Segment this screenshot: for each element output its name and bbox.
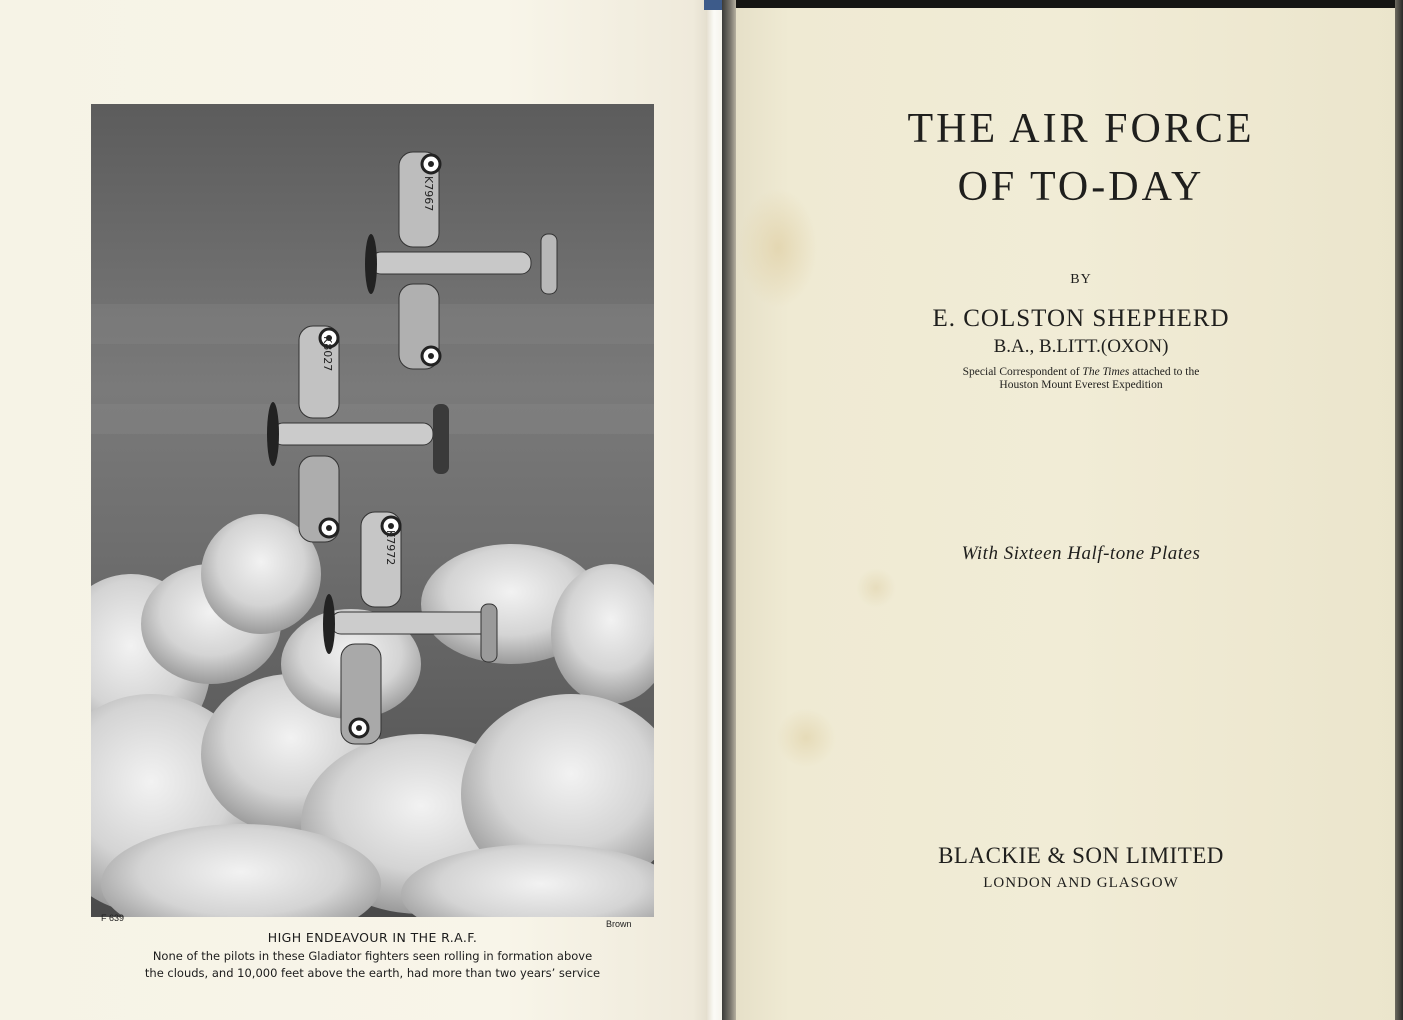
- aircraft-serial: K8027: [321, 336, 334, 372]
- plate-code: F 639: [101, 913, 125, 923]
- byline: BY: [1070, 272, 1092, 287]
- publisher-location: LONDON AND GLASGOW: [983, 875, 1179, 891]
- book-title: [736, 100, 1403, 216]
- photo-credit: Brown: [606, 919, 632, 929]
- paper-foxing: [776, 708, 836, 768]
- title-line: OF TO-DAY: [957, 164, 1205, 210]
- binding-shadow: [722, 0, 736, 1020]
- plates-note: With Sixteen Half-tone Plates: [961, 543, 1201, 564]
- publisher-name: BLACKIE & SON LIMITED: [938, 843, 1224, 868]
- caption-title: HIGH ENDEAVOUR IN THE R.A.F.: [267, 930, 478, 945]
- title-line: THE AIR FORCE: [907, 106, 1255, 152]
- caption-line: None of the pilots in these Gladiator fighters seen rolling in formation above: [152, 949, 593, 963]
- author-name: E. COLSTON SHEPHERD: [932, 305, 1230, 332]
- caption-line: the clouds, and 10,000 feet above the earth, had more than two years’ service: [144, 966, 601, 980]
- author-degrees: B.A., B.LITT.(OXON): [993, 336, 1169, 357]
- svg-text:K7967: K7967: [422, 176, 435, 212]
- credential-line: Houston Mount Everest Expedition: [999, 379, 1163, 391]
- paper-foxing: [856, 568, 896, 608]
- author-credentials: [736, 366, 1403, 392]
- aircraft-serial: K7972: [384, 530, 397, 566]
- credential-line: Special Correspondent of The Times attached to the: [962, 366, 1200, 378]
- frontispiece-photo: [91, 104, 654, 917]
- caption-text: [110, 948, 635, 982]
